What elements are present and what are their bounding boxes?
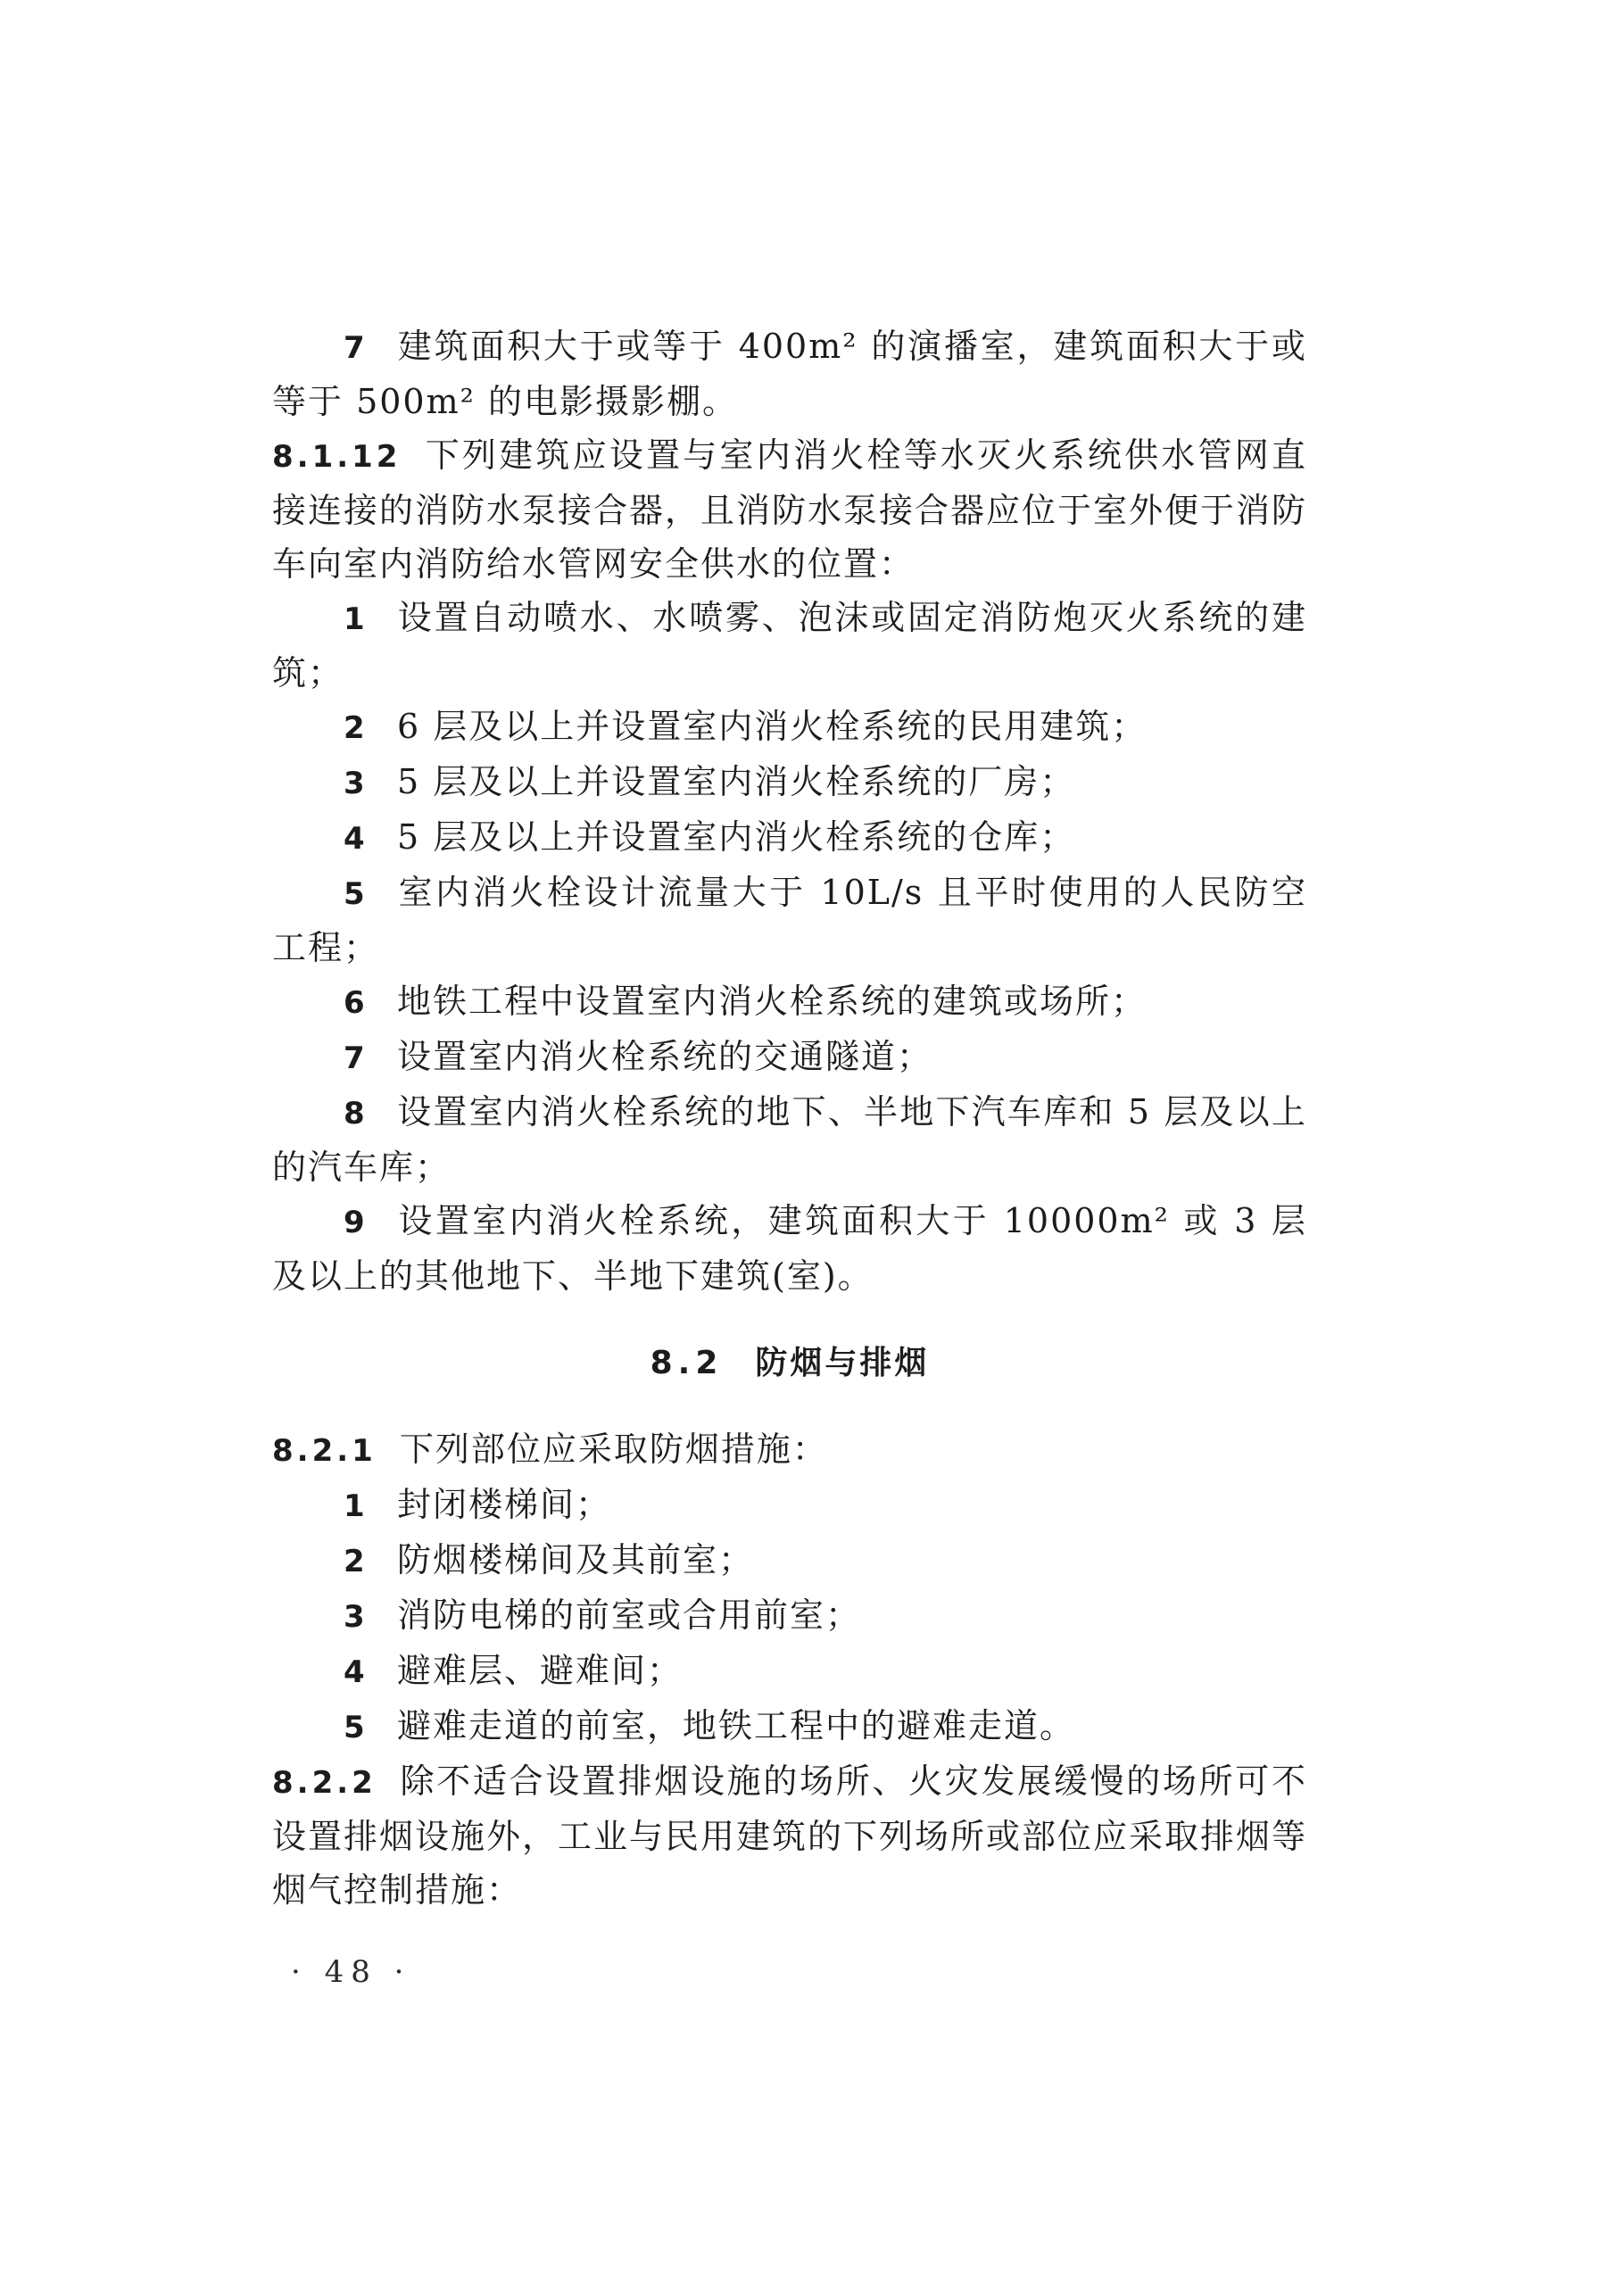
section-8-2-block (272, 1422, 1307, 1917)
section-number: 8.2 (650, 1345, 724, 1381)
item-number: 2 (344, 710, 367, 746)
item-number: 4 (344, 821, 367, 857)
item-number: 9 (344, 1205, 367, 1240)
list-item (272, 866, 1307, 974)
list-item (272, 1699, 1307, 1754)
clause-8-1-12-block (272, 319, 1307, 1303)
paragraph-text: 避难走道的前室，地铁工程中的避难走道。 (397, 1706, 1076, 1745)
item-number: 3 (344, 1599, 367, 1635)
paragraph-text: 设置自动喷水、水喷雾、泡沫或固定消防炮灭火系统的建筑； (272, 598, 1307, 692)
item-number: 7 (344, 330, 367, 366)
clause-paragraph (272, 1422, 1307, 1478)
paragraph-text: 5 层及以上并设置室内消火栓系统的厂房； (397, 762, 1076, 801)
paragraph-text: 设置室内消火栓系统的交通隧道； (397, 1037, 933, 1076)
list-item (272, 1085, 1307, 1194)
paragraph-text: 下列建筑应设置与室内消火栓等水灭火系统供水管网直接连接的消防水泵接合器，且消防水泵接合器应位于室外便于消防车向室内消防给水管网安全供水的位置： (272, 435, 1308, 584)
list-item (272, 1030, 1307, 1085)
list-item (272, 810, 1307, 866)
list-item (272, 319, 1307, 428)
list-item (272, 1644, 1307, 1699)
item-number: 5 (344, 876, 367, 912)
document-body (272, 319, 1307, 1917)
list-item (272, 974, 1307, 1030)
list-item (272, 1533, 1307, 1588)
clause-paragraph (272, 428, 1307, 591)
clause-number: 8.1.12 (272, 439, 402, 475)
clause-number: 8.2.1 (272, 1433, 377, 1469)
paragraph-text: 6 层及以上并设置室内消火栓系统的民用建筑； (397, 707, 1148, 746)
list-item (272, 1588, 1307, 1644)
paragraph-text: 建筑面积大于或等于 400m² 的演播室，建筑面积大于或等于 500m² 的电影摄影棚。 (272, 327, 1307, 421)
list-item (272, 700, 1307, 755)
paragraph-text: 地铁工程中设置室内消火栓系统的建筑或场所； (397, 982, 1148, 1021)
clause-paragraph (272, 1754, 1307, 1917)
item-number: 6 (344, 985, 367, 1021)
page-number: · 48 · (291, 1954, 411, 1990)
paragraph-text: 封闭楼梯间； (397, 1485, 612, 1524)
item-number: 2 (344, 1544, 367, 1579)
item-number: 3 (344, 766, 367, 801)
list-item (272, 1478, 1307, 1533)
item-number: 7 (344, 1040, 367, 1076)
paragraph-text: 避难层、避难间； (397, 1651, 684, 1690)
item-number: 4 (344, 1654, 367, 1690)
list-item (272, 591, 1307, 700)
item-number: 5 (344, 1710, 367, 1745)
list-item (272, 1194, 1307, 1303)
paragraph-text: 设置室内消火栓系统的地下、半地下汽车库和 5 层及以上的汽车库； (272, 1092, 1307, 1187)
paragraph-text: 除不适合设置排烟设施的场所、火灾发展缓慢的场所可不设置排烟设施外，工业与民用建筑的下列场所或部位应采取排烟等烟气控制措施： (272, 1761, 1308, 1910)
item-number: 1 (344, 1488, 367, 1524)
paragraph-text: 5 层及以上并设置室内消火栓系统的仓库； (397, 817, 1076, 857)
section-heading (272, 1337, 1307, 1390)
paragraph-text: 下列部位应采取防烟措施： (399, 1430, 828, 1469)
paragraph-text: 防烟楼梯间及其前室； (397, 1540, 755, 1579)
section-title-text: 防烟与排烟 (755, 1345, 930, 1381)
clause-number: 8.2.2 (272, 1765, 377, 1801)
list-item (272, 755, 1307, 810)
item-number: 1 (344, 601, 367, 637)
item-number: 8 (344, 1096, 367, 1131)
paragraph-text: 设置室内消火栓系统，建筑面积大于 10000m² 或 3 层及以上的其他地下、半地下建筑(室)。 (272, 1201, 1307, 1296)
paragraph-text: 消防电梯的前室或合用前室； (397, 1596, 862, 1635)
paragraph-text: 室内消火栓设计流量大于 10L/s 且平时使用的人民防空工程； (272, 873, 1307, 967)
